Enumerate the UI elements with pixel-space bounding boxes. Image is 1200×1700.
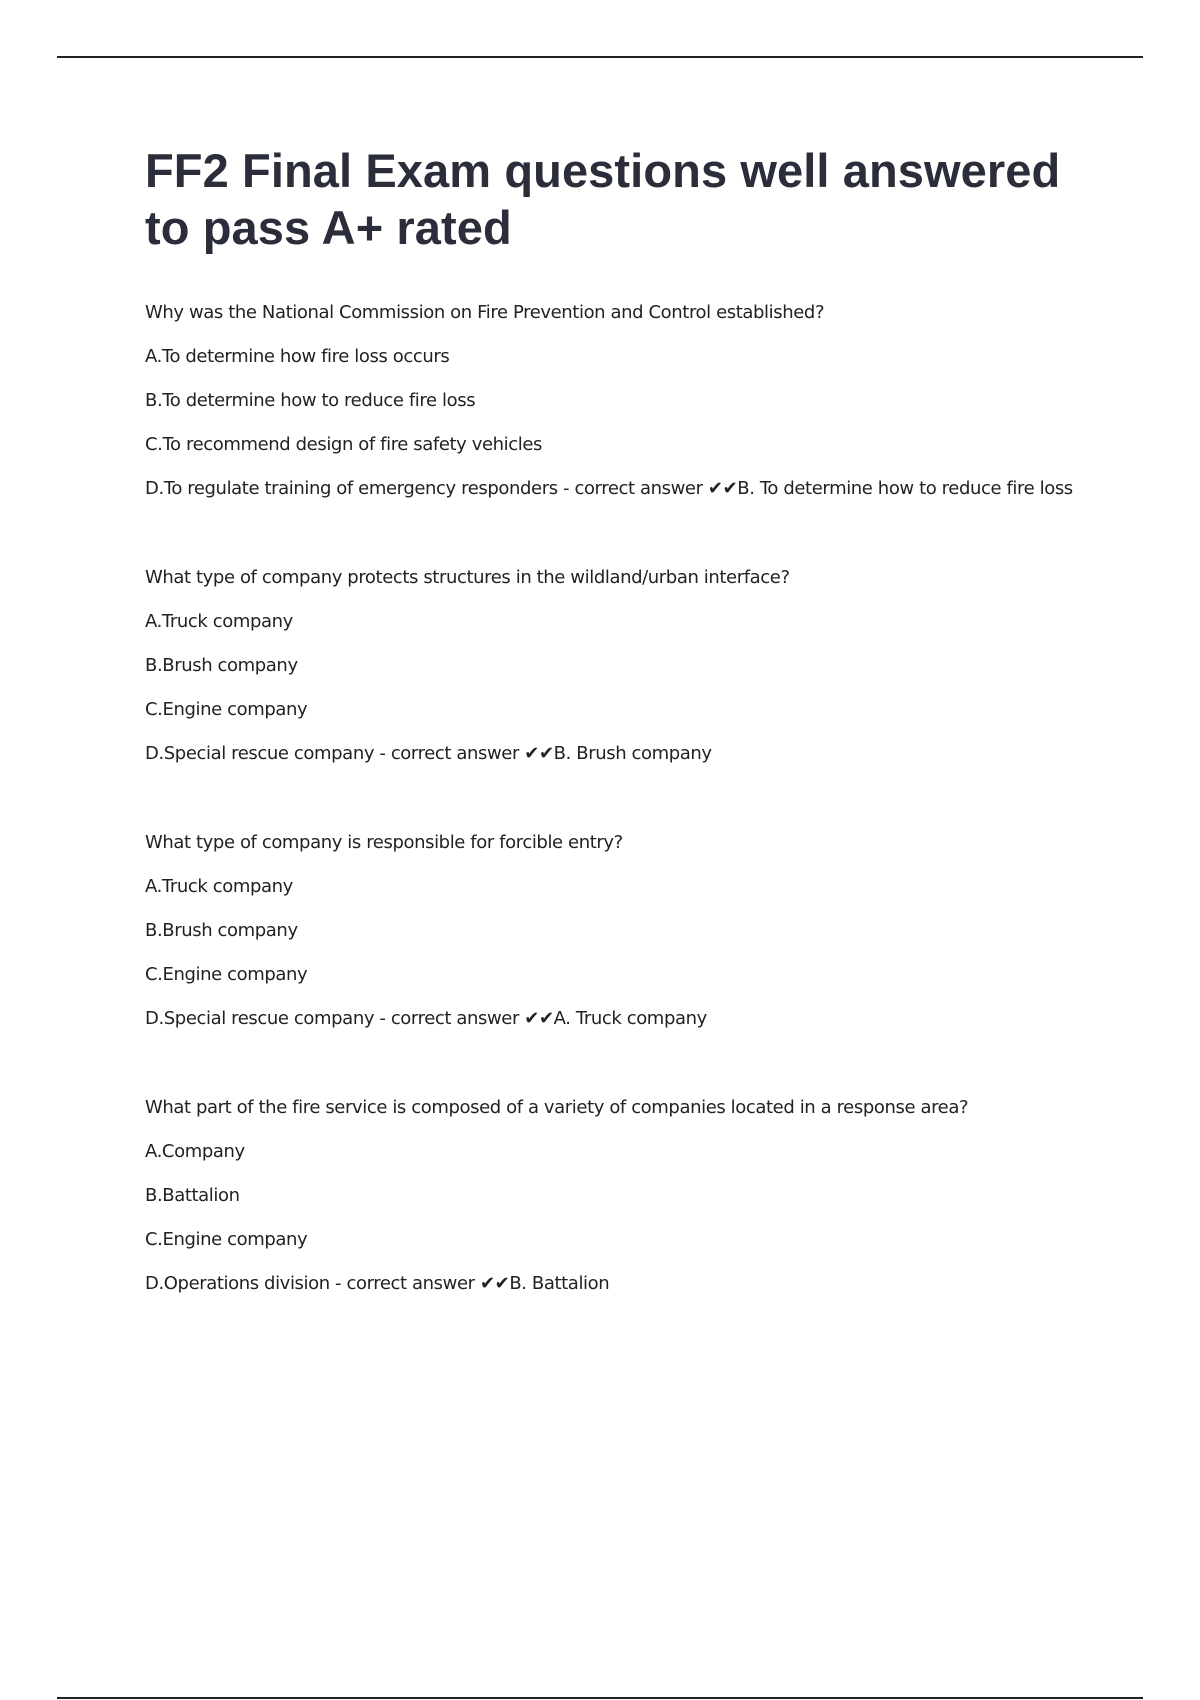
question-block — [145, 1094, 1095, 1298]
answer-option-with-correct-answer: D.To regulate training of emergency responders - correct answer ✔✔B. To determine how to reduce fire loss — [145, 478, 1073, 499]
question-block — [145, 829, 1095, 1033]
answer-option: A.Truck company — [145, 611, 293, 632]
document-title: FF2 Final Exam questions well answered to pass A+ rated — [145, 144, 1061, 254]
answer-option: A.To determine how fire loss occurs — [145, 346, 450, 367]
answer-option-with-correct-answer: D.Special rescue company - correct answer ✔✔A. Truck company — [145, 1008, 707, 1029]
question-block — [145, 564, 1095, 768]
bottom-rule — [57, 1697, 1143, 1699]
answer-option: C.Engine company — [145, 699, 308, 720]
question-block — [145, 299, 1095, 503]
answer-option-with-correct-answer: D.Operations division - correct answer ✔✔B. Battalion — [145, 1273, 610, 1294]
document-body — [145, 142, 1095, 1298]
question-text: Why was the National Commission on Fire Prevention and Control established? — [145, 302, 825, 323]
answer-option: C.Engine company — [145, 1229, 308, 1250]
question-text: What type of company protects structures in the wildland/urban interface? — [145, 567, 790, 588]
answer-option: C.To recommend design of fire safety vehicles — [145, 434, 543, 455]
answer-option-with-correct-answer: D.Special rescue company - correct answer ✔✔B. Brush company — [145, 743, 712, 764]
top-rule — [57, 56, 1143, 58]
question-text: What part of the fire service is composed of a variety of companies located in a response area? — [145, 1097, 969, 1118]
answer-option: C.Engine company — [145, 964, 308, 985]
answer-option: B.Brush company — [145, 655, 298, 676]
answer-option: B.Brush company — [145, 920, 298, 941]
question-text: What type of company is responsible for forcible entry? — [145, 832, 623, 853]
answer-option: B.To determine how to reduce fire loss — [145, 390, 476, 411]
answer-option: A.Truck company — [145, 876, 293, 897]
answer-option: A.Company — [145, 1141, 245, 1162]
answer-option: B.Battalion — [145, 1185, 240, 1206]
